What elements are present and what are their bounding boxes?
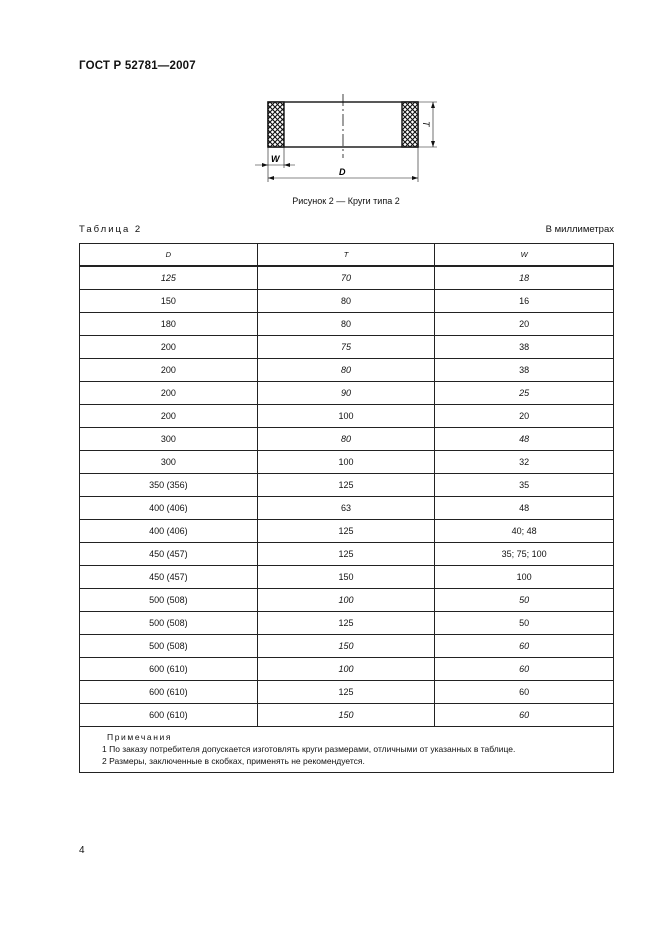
- cell-d: 150: [80, 290, 258, 313]
- table-row: [80, 336, 614, 359]
- cell-t: 150: [257, 635, 435, 658]
- table-units: В миллиметрах: [545, 224, 614, 235]
- column-header-t: T: [257, 244, 435, 267]
- table-row: [80, 520, 614, 543]
- document-header: ГОСТ Р 52781—2007: [79, 60, 196, 72]
- cell-d: 450 (457): [80, 543, 258, 566]
- table-row: [80, 566, 614, 589]
- cell-d: 125: [80, 266, 258, 290]
- table-row: [80, 589, 614, 612]
- cell-t: 80: [257, 359, 435, 382]
- cell-t: 80: [257, 290, 435, 313]
- table-row: [80, 704, 614, 727]
- cell-w: 16: [435, 290, 614, 313]
- cell-t: 90: [257, 382, 435, 405]
- cell-t: 75: [257, 336, 435, 359]
- notes-row: [80, 727, 614, 773]
- cell-d: 300: [80, 451, 258, 474]
- cell-t: 100: [257, 405, 435, 428]
- w-dimension-label: W: [271, 154, 280, 164]
- cell-w: 18: [435, 266, 614, 290]
- table-row: [80, 382, 614, 405]
- table-row: [80, 681, 614, 704]
- table-row: [80, 543, 614, 566]
- cell-w: 32: [435, 451, 614, 474]
- cell-d: 200: [80, 336, 258, 359]
- table-row: [80, 474, 614, 497]
- cell-w: 60: [435, 635, 614, 658]
- cell-d: 500 (508): [80, 589, 258, 612]
- cell-d: 500 (508): [80, 612, 258, 635]
- cell-d: 300: [80, 428, 258, 451]
- table-header-row: [80, 244, 614, 267]
- cell-t: 70: [257, 266, 435, 290]
- cell-t: 150: [257, 704, 435, 727]
- cell-d: 350 (356): [80, 474, 258, 497]
- cell-w: 40; 48: [435, 520, 614, 543]
- wheel-type-2-drawing: [255, 92, 445, 187]
- table-body: [80, 266, 614, 727]
- table-row: [80, 359, 614, 382]
- cell-w: 48: [435, 497, 614, 520]
- cell-t: 100: [257, 658, 435, 681]
- cell-d: 180: [80, 313, 258, 336]
- cell-w: 60: [435, 704, 614, 727]
- cell-w: 38: [435, 336, 614, 359]
- cell-w: 35: [435, 474, 614, 497]
- cell-d: 500 (508): [80, 635, 258, 658]
- cell-w: 60: [435, 658, 614, 681]
- table-row: [80, 658, 614, 681]
- table-title: Таблица 2: [79, 224, 143, 235]
- note-item: 2 Размеры, заключенные в скобках, применять не рекомендуется.: [102, 756, 365, 766]
- cell-d: 600 (610): [80, 704, 258, 727]
- cell-d: 400 (406): [80, 520, 258, 543]
- note-item: 1 По заказу потребителя допускается изготовлять круги размерами, отличными от указанных в таблице.: [102, 744, 516, 754]
- cell-t: 125: [257, 681, 435, 704]
- cell-d: 600 (610): [80, 658, 258, 681]
- table-row: [80, 428, 614, 451]
- figure-caption: Рисунок 2 — Круги типа 2: [292, 196, 400, 206]
- t-dimension-label: T: [421, 121, 431, 127]
- cell-w: 48: [435, 428, 614, 451]
- table-row: [80, 405, 614, 428]
- table-row: [80, 497, 614, 520]
- cell-d: 200: [80, 382, 258, 405]
- cell-w: 60: [435, 681, 614, 704]
- cell-w: 38: [435, 359, 614, 382]
- cell-d: 450 (457): [80, 566, 258, 589]
- notes-title: Примечания: [107, 732, 173, 742]
- cell-t: 80: [257, 313, 435, 336]
- d-dimension-label: D: [339, 167, 346, 177]
- cell-t: 125: [257, 520, 435, 543]
- cell-w: 50: [435, 612, 614, 635]
- table-row: [80, 635, 614, 658]
- table-row: [80, 612, 614, 635]
- cell-d: 200: [80, 405, 258, 428]
- cell-t: 80: [257, 428, 435, 451]
- cell-t: 150: [257, 566, 435, 589]
- column-header-d: D: [80, 244, 258, 267]
- cell-t: 100: [257, 451, 435, 474]
- table-row: [80, 266, 614, 290]
- cell-t: 125: [257, 474, 435, 497]
- cell-w: 20: [435, 313, 614, 336]
- cell-t: 125: [257, 612, 435, 635]
- page-number: 4: [79, 845, 85, 856]
- table-row: [80, 313, 614, 336]
- cell-t: 100: [257, 589, 435, 612]
- dimensions-table: [79, 243, 614, 773]
- cell-w: 100: [435, 566, 614, 589]
- cell-t: 63: [257, 497, 435, 520]
- cell-w: 35; 75; 100: [435, 543, 614, 566]
- cell-w: 20: [435, 405, 614, 428]
- cell-w: 50: [435, 589, 614, 612]
- notes-cell: [80, 727, 614, 773]
- cell-d: 400 (406): [80, 497, 258, 520]
- table-row: [80, 451, 614, 474]
- column-header-w: W: [435, 244, 614, 267]
- cell-w: 25: [435, 382, 614, 405]
- table-row: [80, 290, 614, 313]
- cell-d: 200: [80, 359, 258, 382]
- cell-d: 600 (610): [80, 681, 258, 704]
- cell-t: 125: [257, 543, 435, 566]
